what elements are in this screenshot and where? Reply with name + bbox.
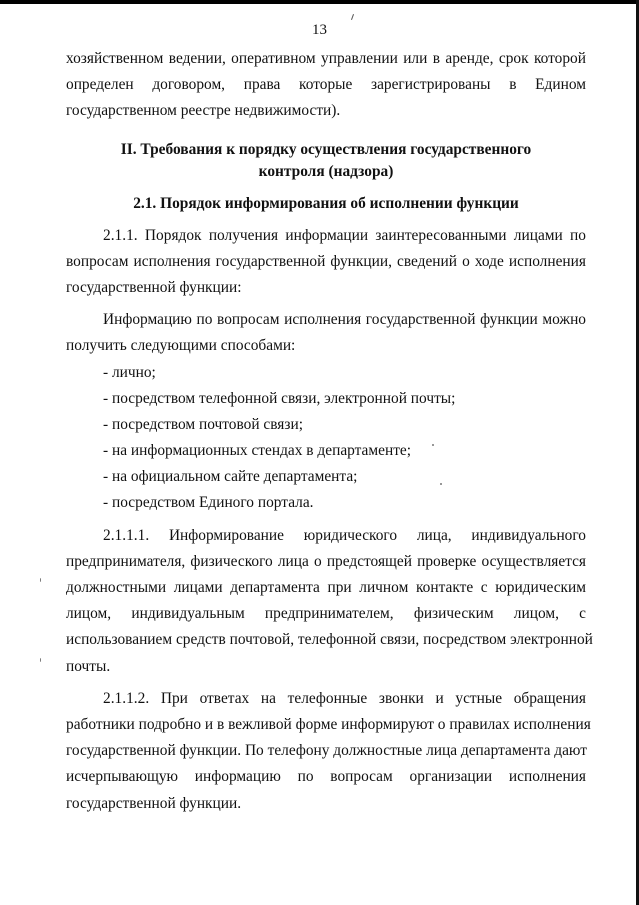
section-heading-line: контроля (надзора): [258, 162, 394, 180]
list-item: - посредством Единого портала.: [103, 494, 314, 512]
text-line: государственной функции. По телефону должностные лица департамента дают: [66, 742, 587, 760]
scan-mark: [351, 14, 354, 20]
scan-top-border: [0, 0, 639, 4]
text-line: работники подробно и в вежливой форме информируют о правилах исполнения: [66, 715, 591, 733]
text-line: 2.1.1.2. При ответах на телефонные звонки и устные обращения: [103, 689, 586, 707]
list-item: - посредством телефонной связи, электронной почты;: [103, 389, 456, 407]
text-line: исчерпывающую информацию по вопросам организации исполнения: [66, 768, 586, 786]
paragraph-2-1-1: [66, 223, 586, 302]
text-line: 2.1.1. Порядок получения информации заинтересованными лицами по: [103, 226, 586, 244]
text-line: государственной функции.: [66, 794, 242, 812]
subsection-heading: 2.1. Порядок информирования об исполнении функции: [133, 194, 519, 212]
text-line: должностными лицами департамента при личном контакте с юридическим: [66, 579, 586, 596]
intro-paragraph: [66, 46, 586, 125]
paragraph-2-1-1-1: [66, 523, 593, 680]
scan-speck: [40, 578, 41, 582]
text-line: использованием средств почтовой, телефонной связи, посредством электронной: [66, 631, 593, 649]
text-line: получить следующими способами:: [66, 337, 296, 355]
section-heading: [66, 139, 586, 183]
list-item: - посредством почтовой связи;: [103, 415, 303, 433]
page-number: 13: [312, 22, 327, 38]
document-body: [66, 46, 593, 817]
paragraph-2-1-1-2: [66, 686, 591, 817]
list-item: - на информационных стендах в департаменте;: [103, 442, 412, 460]
text-line: государственной функции:: [66, 278, 242, 296]
text-line: государственном реестре недвижимости).: [66, 102, 341, 120]
text-line: хозяйственном ведении, оперативном управлении или в аренде, срок которой: [66, 50, 586, 67]
list-item: - на официальном сайте департамента;: [103, 468, 358, 486]
text-line: лицом, индивидуальным предпринимателем, физическим лицом, с: [66, 605, 586, 623]
text-line: вопросам исполнения государственной функции, сведений о ходе исполнения: [66, 252, 586, 270]
text-line: почты.: [66, 657, 111, 675]
methods-list: [66, 360, 586, 517]
section-heading-line: II. Требования к порядку осуществления государственного: [120, 140, 532, 158]
paragraph-info: [66, 307, 586, 359]
scan-speck: [40, 658, 41, 662]
text-line: 2.1.1.1. Информирование юридического лица, индивидуального: [103, 526, 586, 544]
text-line: Информацию по вопросам исполнения государственной функции можно: [103, 311, 586, 329]
text-line: предпринимателя, физического лица о предстоящей проверке осуществляется: [66, 552, 586, 570]
list-item: - лично;: [103, 363, 156, 381]
text-line: определен договором, права которые зарегистрированы в Едином: [66, 76, 586, 94]
